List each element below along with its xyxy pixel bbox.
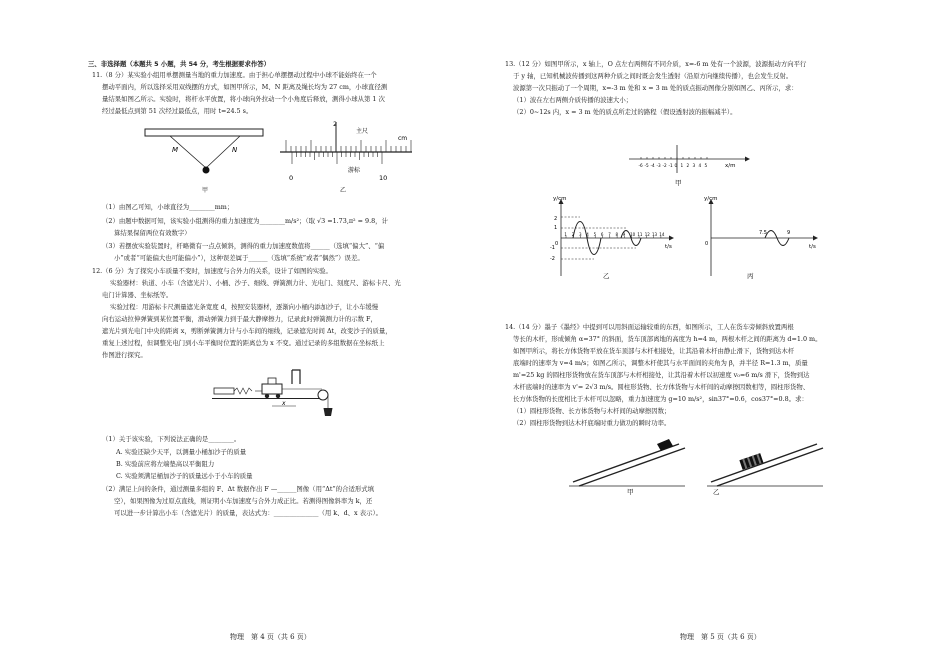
- axis-tick-label: 4: [698, 163, 702, 168]
- q11-sub: （1）由图乙可知，小球直径为________mm；: [102, 203, 234, 211]
- t-tick-label: 6: [600, 232, 604, 237]
- q12-option-c: C. 实验须满足桶加沙子的质量远小于小车的质量: [116, 472, 253, 480]
- t-tick-label: 7: [608, 232, 611, 237]
- t-tick-label: 11: [637, 232, 643, 237]
- cart-apparatus-figure: [210, 362, 340, 424]
- axis-tick-label: 2: [686, 163, 690, 168]
- ytick-neg1: -1: [550, 245, 555, 251]
- q14-line: 如图甲所示，将长方体货物平放在货车顶部与木杆相接处，让其沿着木杆由静止滑下，货物到达木杆: [513, 347, 795, 355]
- vernier-caliper-figure: [278, 118, 418, 184]
- t-tick-label: 14: [659, 232, 665, 237]
- q13-line: 13.（12 分）如图甲所示，x 轴上，O 点左右两侧有不同介质，x=-6 m 处有一个波源，波源振动方向平行: [505, 60, 807, 68]
- t-label: t/s: [809, 244, 816, 250]
- main-scale-2: 2: [333, 120, 338, 128]
- label-M: M: [172, 146, 179, 154]
- photogate: [292, 370, 300, 384]
- t-label: t/s: [665, 244, 672, 250]
- pole-1: [711, 444, 817, 482]
- axis-tick-label: 1: [680, 163, 684, 168]
- origin: 0: [705, 241, 709, 247]
- t-tick-label: 5: [593, 232, 597, 237]
- shading-plate: [268, 378, 276, 384]
- q11-sub: 小”或者“可能偏大也可能偏小”），这种误差属于______（选填“系统”或者“偶然”）误差。: [114, 254, 364, 262]
- t-tick-label: 3: [579, 232, 582, 237]
- caption-yi: 乙: [340, 187, 347, 194]
- t-tick-label: 9: [622, 232, 626, 237]
- q12-line: 遮光片到光电门中央的距离 x，剪断弹簧测力计与小车间的细线，记录遮光时间 Δt，改变沙子的质量，: [102, 327, 392, 335]
- unit-label: cm: [398, 135, 408, 142]
- q12-sub: 空），如果图像为过原点直线，则证明小车加速度与合外力成正比。若测得图像斜率为 k，还: [114, 497, 373, 505]
- q12-line: 向右运动拉伸弹簧到某位置平衡，滑动弹簧力到于最大静摩擦力，记录此时弹簧测力计的示数 F，: [102, 315, 377, 323]
- t-tick-label: 8: [615, 232, 619, 237]
- section-title: 三、非选择题（本题共 5 小题，共 54 分，考生根据要求作答）: [88, 60, 271, 68]
- q13-line: （2）0~12s 内，x = 3 m 处的质点所走过的路程（假设透射波的振幅减半）。: [513, 108, 737, 116]
- t-tick-label: 1: [564, 232, 567, 237]
- q11-sub: （2）由题中数据可知，该实验小组测得的重力加速度为________m/s²；（取 √3 =1.73,π² = 9.8，计: [102, 217, 388, 225]
- y-label: y/cm: [553, 196, 567, 202]
- q12-line: 实验过程：用游标卡尺测量遮光条宽度 d，按照安装器材，逐渐向小桶内添加沙子，让小车缓慢: [110, 303, 379, 311]
- pole-2: [579, 448, 685, 486]
- t-tick-label: 10: [630, 232, 636, 237]
- spring-scale: [214, 388, 234, 394]
- q14-line: （1）圆柱形货物、长方体货物与木杆间的动摩擦因数；: [513, 407, 671, 415]
- q12-line: 12.（6 分）为了探究小车质量不变时，加速度与合外力的关系，设计了如图的实验。: [92, 267, 332, 275]
- q13-line: （1）波在左右两侧介质传播的波速大小；: [513, 96, 633, 104]
- q12-line: 作图进行探究。: [102, 351, 147, 359]
- q14-line: 木杆底端时的速率为 v'= 2√3 m/s。圆柱形货物、长方体货物与木杆间的动摩擦因数相等，圆柱形货物、: [513, 383, 810, 391]
- q12-option-b: B. 实验前应将左端垫高以平衡阻力: [116, 460, 215, 468]
- q13-line: 于 y 轴，已知机械波传播到这两种介质之间时既会发生透射（沿原方向继续传播），也会发生反射。: [513, 72, 793, 80]
- pulley: [318, 390, 328, 400]
- box-cargo: [657, 439, 673, 451]
- q12-option-a: A. 实验还缺少天平，以测量小桶加沙子的质量: [116, 448, 247, 456]
- ytick-neg2: -2: [550, 256, 555, 262]
- origin: 0: [555, 241, 559, 247]
- axis-tick-label: -6: [638, 163, 643, 168]
- axis-label: x/m: [725, 163, 736, 169]
- q12-line: 实验器材：轨道、小车（含遮光片）、小桶、沙子、细线、弹簧测力计、光电门、刻度尺、游标卡尺、光: [110, 279, 401, 287]
- t-tick-label: 4: [586, 232, 589, 237]
- t-7-5: 7.5: [759, 230, 767, 236]
- q13-vibration-graph-bing: [703, 196, 823, 280]
- ytick-1: 1: [554, 225, 558, 231]
- t-tick-label: 2: [571, 232, 575, 237]
- axis-tick-label: -1: [668, 163, 673, 168]
- footer-page-5: 物理 第 5 页（共 6 页）: [680, 633, 761, 641]
- pole-2: [717, 448, 823, 486]
- caption-jia: 甲: [202, 187, 209, 194]
- spring: [234, 388, 252, 394]
- ytick-2: 2: [554, 216, 558, 222]
- caption-jia-14: 甲: [627, 488, 634, 496]
- caption-yi-14: 乙: [713, 488, 720, 496]
- t-tick-label: 12: [644, 232, 650, 237]
- q14-line: （2）圆柱形货物到达木杆底端时重力做功的瞬时功率。: [513, 419, 671, 427]
- q11-sub: 算结果保留两位有效数字）: [114, 229, 191, 237]
- q12-sub: （2）满足上问的条件，通过测量多组的 F、Δt 数据作出 F —______图像（用“Δt”的合适形式填: [102, 485, 375, 493]
- vernier-10: 10: [379, 174, 388, 182]
- q11-line: 摆动平面内，所以选择采用双线摆的方式，如图甲所示，M、N 距离及绳长均为 27 cm，小球直径测: [102, 83, 388, 91]
- q11-line: 经过最低点到第 51 次经过最低点，用时 t=24.5 s。: [102, 107, 253, 115]
- double-pendulum-figure: [140, 126, 270, 186]
- caption-bing: 丙: [747, 272, 754, 280]
- axis-tick-label: 5: [704, 163, 708, 168]
- caption-jia-13: 甲: [675, 179, 682, 187]
- q11-line: 量结果如图乙所示。实验时，将杆水平放置，将小球向外拉动一个小角度后释放，测得小球从第 1 次: [102, 95, 385, 103]
- axis-tick-label: 3: [692, 163, 696, 168]
- footer-page-4: 物理 第 4 页（共 6 页）: [230, 633, 311, 641]
- q14-line: 14.（14 分）墨子《墨经》中提到可以用斜面运输较重的东西，如图所示，工人在货车旁倾斜放置两根: [505, 323, 794, 331]
- q11-sub: （3）若摆放实验装置时，杆略微有一点点倾斜，测得的重力加速度数值将______（选填“偏大”、“偏: [102, 242, 385, 250]
- vernier-ticks: [292, 152, 382, 164]
- main-scale-ticks: [286, 140, 411, 152]
- label-N: N: [232, 146, 238, 154]
- t-9: 9: [787, 230, 791, 236]
- y-label: y/cm: [704, 196, 718, 202]
- axis-tick-label: -2: [662, 163, 667, 168]
- axis-tick-label: 0: [674, 163, 678, 168]
- q12-line: 重复上述过程，但调整光电门到小车平衡时位置的距离总为 x 不变。通过记录的多组数据在坐标纸上: [102, 339, 385, 347]
- main-scale-label: 主尺: [356, 128, 369, 135]
- q12-sub: （1）关于该实验，下列说法正确的是________。: [102, 435, 241, 443]
- q14-ramp-figure-yi: [703, 428, 833, 494]
- q13-axis-figure: [625, 143, 765, 187]
- q12-sub: 可以进一步计算出小车（含遮光片）的质量，表达式为：______________（用 k、d、x 表示）。: [114, 509, 383, 517]
- vernier-label: 游标: [348, 167, 361, 174]
- axis-tick-label: -3: [656, 163, 661, 168]
- vernier-0: 0: [289, 174, 294, 182]
- sand-bucket: [324, 408, 333, 416]
- caption-yi-13: 乙: [603, 272, 610, 280]
- q13-vibration-graph-yi: [547, 196, 687, 280]
- q14-line: 等长的木杆，形成倾角 α=37° 的斜面，货车顶部离地的高度为 h=4 m，两根木杆之间的距离为 d=1.0 m。: [513, 335, 822, 343]
- axis-tick-label: -5: [644, 163, 649, 168]
- q13-line: 波源第一次只振动了一个周期，x=-3 m 处和 x = 3 m 处的质点振动图像分别如图乙、丙所示，求：: [513, 84, 798, 92]
- t-tick-label: 13: [652, 232, 658, 237]
- q14-line: 底端时的速率为 v=4 m/s；如图乙所示，调整木杆使其与水平面间的夹角为 β，并半径 R=1.3 m，质量: [513, 359, 808, 367]
- t-ticks: [564, 232, 664, 238]
- q14-line: m'=25 kg 的圆柱形货物放在货车顶部与木杆相接处，让其沿着木杆以初速度 v₀=6 m/s 滑下，货物到达: [513, 371, 810, 379]
- axis-tick-label: -4: [650, 163, 655, 168]
- pendulum-rod: [145, 129, 263, 136]
- page-5: [475, 0, 950, 672]
- q12-line: 电门计算器、坐标纸等。: [102, 291, 173, 299]
- q11-line: 11.（8 分）某实验小组用单摆测量当地的重力加速度。由于担心单摆摆动过程中小球不能始终在一个: [92, 71, 377, 79]
- cart: [262, 384, 282, 394]
- q14-ramp-figure-jia: [565, 428, 695, 494]
- q14-line: 长方体货物的长度相比于木杆可以忽略，重力加速度为 g=10 m/s²，sin37°=0.6，cos37°=0.8。求：: [513, 395, 808, 403]
- distance-x-label: x: [282, 400, 286, 407]
- pendulum-ball: [203, 167, 210, 174]
